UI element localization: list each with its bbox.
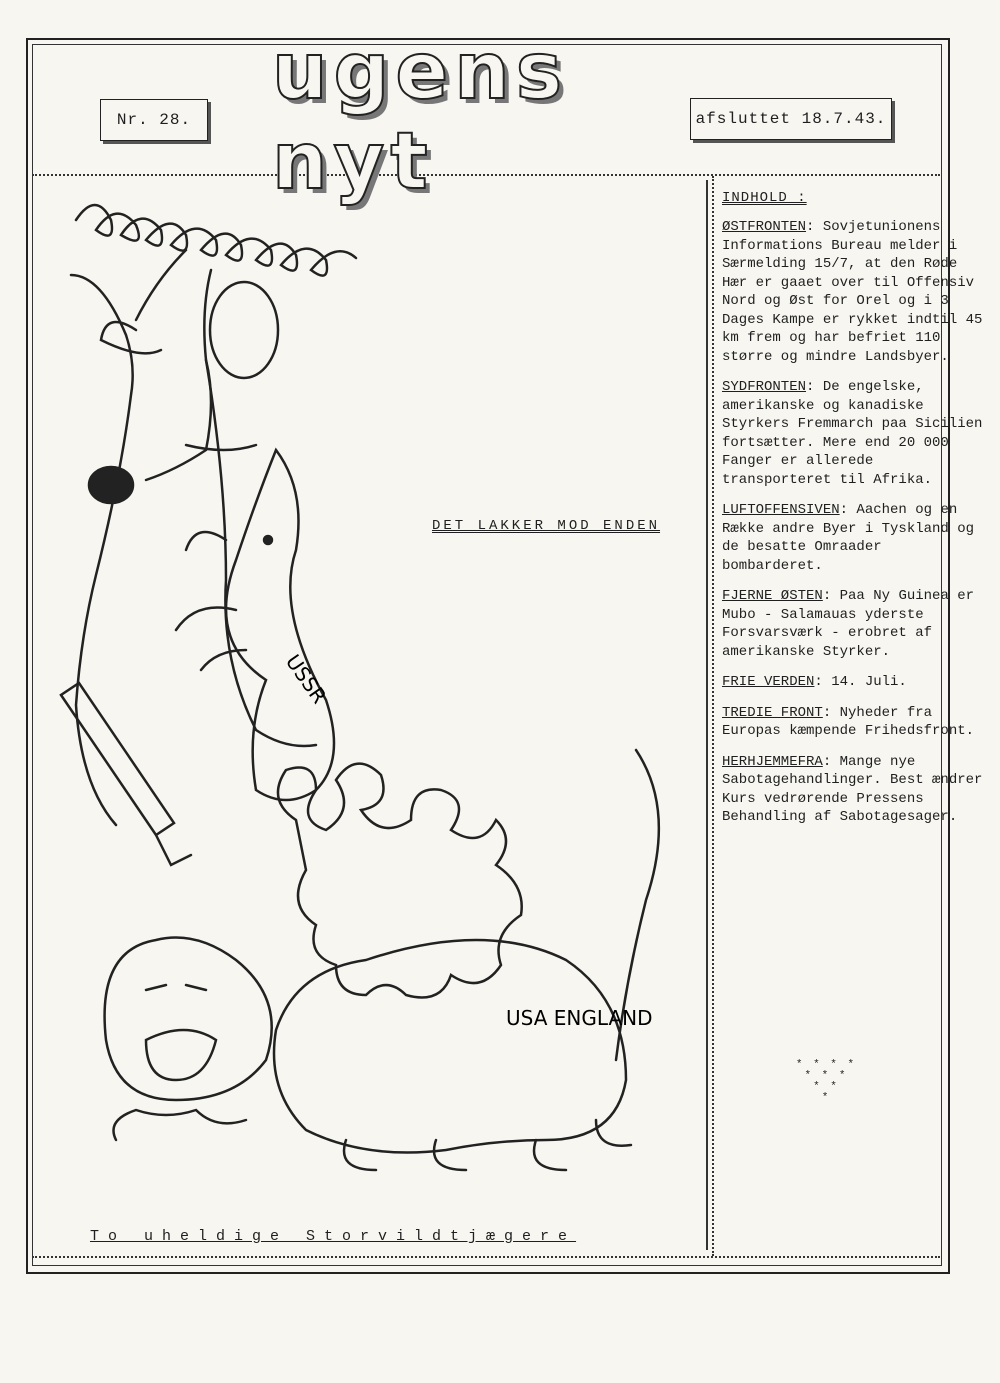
- cartoon-caption: To uheldige Storvildtjægere: [90, 1228, 577, 1245]
- issue-date: afsluttet 18.7.43.: [690, 98, 892, 140]
- toc-item: HERHJEMMEFRA: Mange nye Sabotagehandlinger. Best ændrer Kurs vedrørende Pressens Behandling af Sabotagesager.: [722, 753, 983, 825]
- cartoon-headline: DET LAKKER MOD ENDEN: [432, 518, 661, 534]
- bear-label: USSR: [280, 649, 332, 708]
- toc-title: INDHOLD :: [722, 190, 807, 206]
- masthead: [272, 27, 682, 207]
- toc-item: LUFTOFFENSIVEN: Aachen og en Række andre Byer i Tyskland og de besatte Omraader bombarderet.: [722, 502, 975, 574]
- issue-number: Nr. 28.: [100, 99, 208, 141]
- cartoon-labels: [36, 180, 706, 1250]
- footer-divider: [32, 1256, 940, 1258]
- masthead-title: ugens nyt: [272, 27, 569, 207]
- star-ornament: * * * * * * * * * *: [795, 1059, 857, 1104]
- table-of-contents: [722, 190, 984, 839]
- lion-label: USA ENGLAND: [506, 1006, 653, 1030]
- toc-item: FRIE VERDEN: 14. Juli.: [722, 674, 907, 690]
- column-divider: [712, 176, 714, 1256]
- toc-item: TREDIE FRONT: Nyheder fra Europas kæmpende Frihedsfront.: [722, 704, 975, 739]
- toc-item: FJERNE ØSTEN: Paa Ny Guinea er Mubo - Salamauas yderste Forsvarsværk - erobret af amerikanske Styrker.: [722, 588, 975, 660]
- toc-item: ØSTFRONTEN: Sovjetunionens Informations Bureau melder i Særmelding 15/7, at den Røde Hær er gaaet over til Offensiv Nord og Øst for Orel og i 3 Dages Kampe er rykket indtil 45 km frem og har befriet 110 større og mindre Landsbyer.: [722, 219, 983, 365]
- toc-item: SYDFRONTEN: De engelske, amerikanske og kanadiske Styrkers Fremmarch paa Sicilien fortsætter. Mere end 20 000 Fanger er allerede transporteret til Afrika.: [722, 379, 983, 488]
- cartoon-panel: [36, 180, 708, 1250]
